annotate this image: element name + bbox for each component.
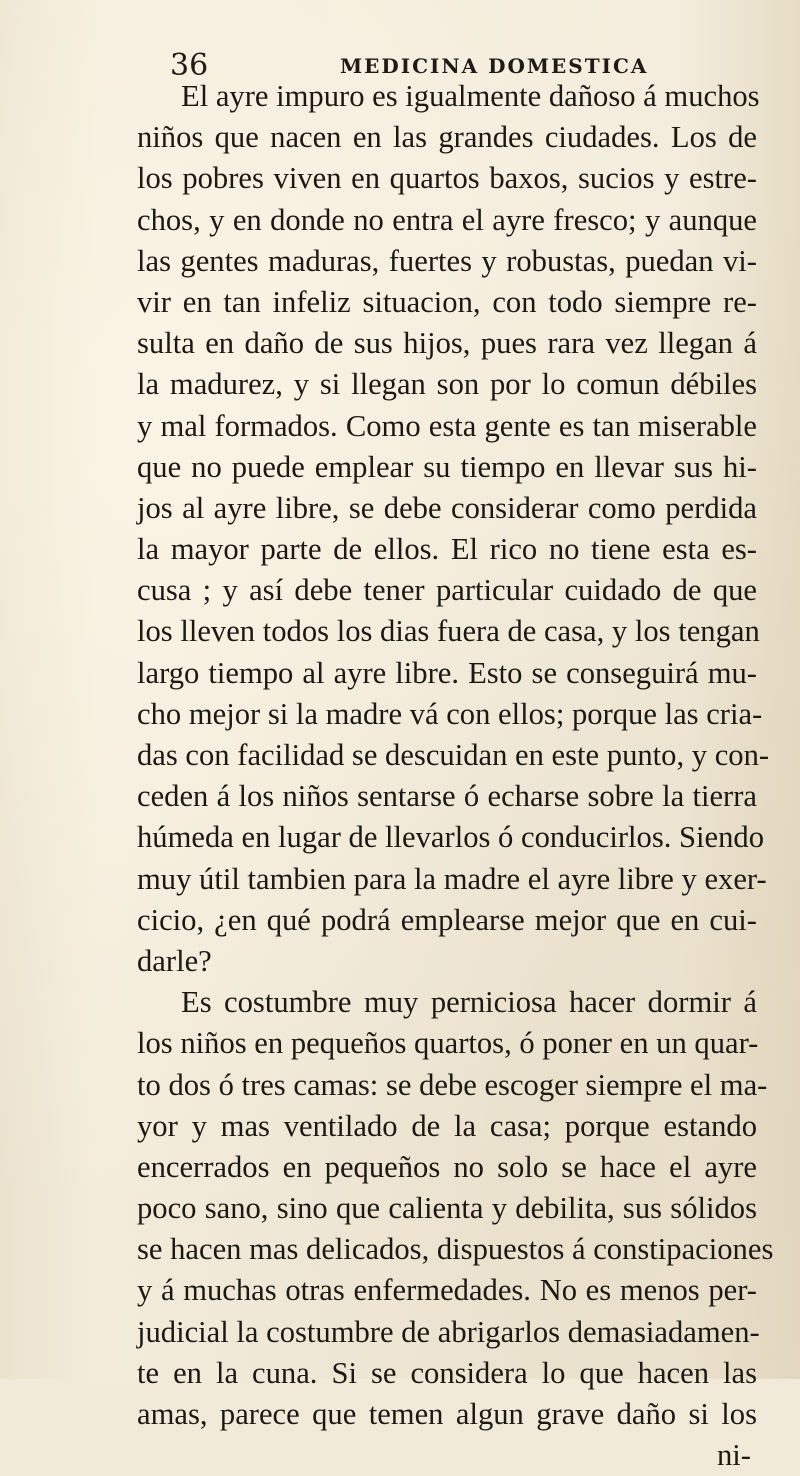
text-line: darle?: [137, 943, 212, 978]
text-line: la mayor parte de ellos. El rico no tiene esta es-: [137, 532, 757, 567]
text-line: cicio, ¿en qué podrá emplearse mejor que en cui-: [137, 902, 757, 937]
text-line: se hacen mas delicados, dispuestos á constipaciones: [137, 1232, 774, 1267]
page-number: 36: [170, 48, 209, 83]
text-line: húmeda en lugar de llevarlos ó conducirlos. Siendo: [137, 820, 765, 855]
body-text: [137, 76, 774, 1476]
running-head: MEDICINA DOMESTICA: [340, 54, 649, 78]
text-line: y á muchas otras enfermedades. No es menos per-: [137, 1273, 757, 1308]
text-line: los lleven todos los dias fuera de casa, y los tengan: [137, 614, 760, 649]
text-line: amas, parece que temen algun grave daño si los: [137, 1397, 757, 1431]
text-line: las gentes maduras, fuertes y robustas, puedan vi-: [137, 243, 757, 278]
text-line: yor y mas ventilado de la casa; porque estando: [137, 1108, 757, 1143]
text-line: la madurez, y si llegan son por lo comun débiles: [137, 367, 757, 402]
text-line: muy útil tambien para la madre el ayre libre y exer-: [137, 861, 767, 896]
text-line: niños que nacen en las grandes ciudades. Los de: [137, 120, 757, 155]
text-line: encerrados en pequeños no solo se hace el ayre: [137, 1149, 757, 1184]
text-line: cusa ; y así debe tener particular cuidado de que: [137, 573, 757, 608]
text-line: los niños en pequeños quartos, ó poner en un quar-: [137, 1026, 759, 1061]
text-line: sulta en daño de sus hijos, pues rara vez llegan á: [137, 326, 757, 361]
text-line: te en la cuna. Si se considera lo que hacen las: [137, 1355, 757, 1390]
text-line: jos al ayre libre, se debe considerar como perdida: [137, 490, 757, 525]
text-line: to dos ó tres camas: se debe escoger siempre el ma-: [137, 1067, 768, 1102]
text-line: Es costumbre muy perniciosa hacer dormir á: [181, 985, 757, 1020]
text-line: das con facilidad se descuidan en este punto, y con-: [137, 738, 770, 772]
text-line: largo tiempo al ayre libre. Esto se conseguirá mu-: [137, 655, 757, 690]
text-line: los pobres viven en quartos baxos, sucios y estre-: [137, 161, 757, 196]
text-line: vir en tan infeliz situacion, con todo siempre re-: [137, 284, 757, 319]
catchword: ni-: [717, 1438, 751, 1473]
text-line: chos, y en donde no entra el ayre fresco; y aunque: [137, 202, 757, 237]
text-line: cho mejor si la madre vá con ellos; porque las cria-: [137, 696, 763, 731]
text-line: El ayre impuro es igualmente dañoso á muchos: [181, 79, 760, 113]
text-line: judicial la costumbre de abrigarlos demasiadamen-: [137, 1314, 760, 1349]
text-line: que no puede emplear su tiempo en llevar sus hi-: [137, 449, 757, 484]
text-line: y mal formados. Como esta gente es tan miserable: [137, 408, 757, 443]
text-line: ceden á los niños sentarse ó echarse sobre la tierra: [137, 779, 757, 814]
text-line: poco sano, sino que calienta y debilita, sus sólidos: [137, 1191, 757, 1226]
